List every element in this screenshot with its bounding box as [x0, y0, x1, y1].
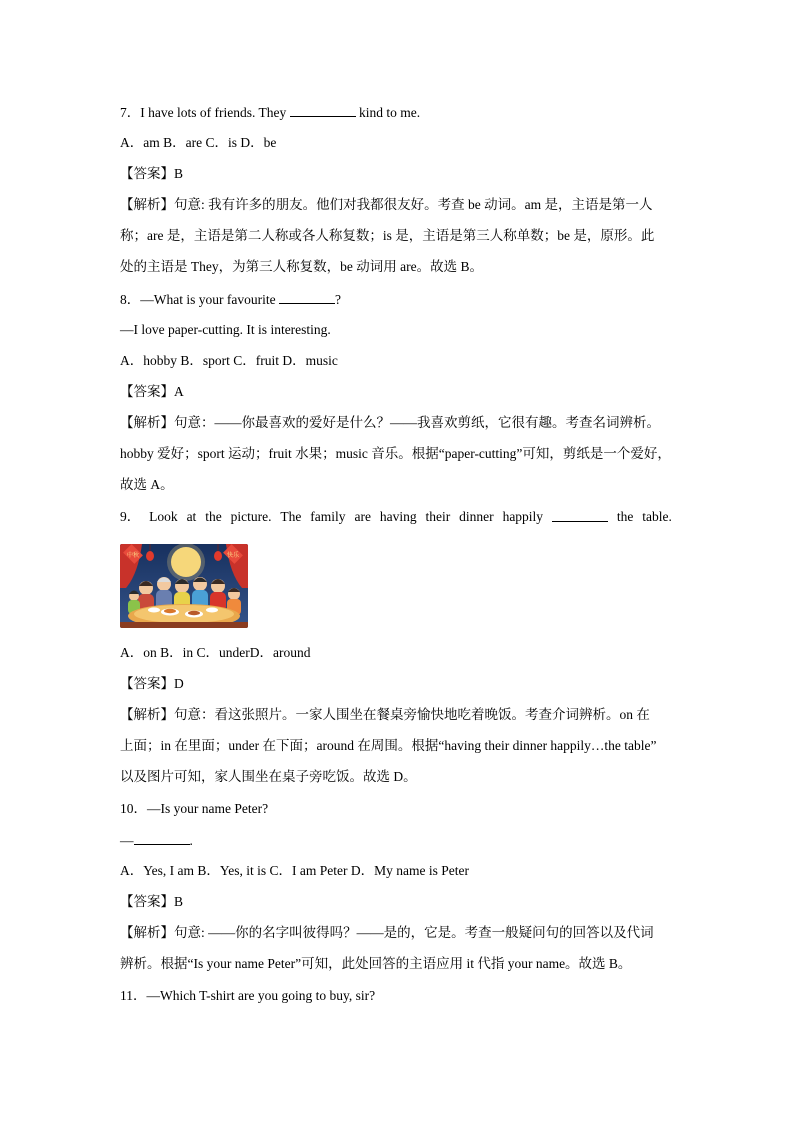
question-text-tail: kind to me. [358, 105, 421, 120]
question-text: 7．I have lots of friends. They [120, 105, 287, 120]
question-word: table. [642, 509, 672, 524]
question-8-reply: —I love paper-cutting. It is interesting. [120, 322, 331, 337]
question-10-options: A．Yes, I am B．Yes, it is C．I am Peter D．My name is Peter [120, 863, 469, 878]
question-word: Look [149, 509, 178, 524]
question-9-options: A．on B．in C．underD．around [120, 645, 311, 660]
question-word: dinner [459, 509, 494, 524]
question-word: family [310, 509, 346, 524]
question-8-analysis-line-1: 【解析】句意：——你最喜欢的爱好是什么？——我喜欢剪纸，它很有趣。考查名词辨析。 [120, 415, 660, 430]
question-10-reply [120, 830, 680, 851]
question-9-analysis-line-1: 【解析】句意：看这张照片。一家人围坐在餐桌旁愉快地吃着晚饭。考查介词辨析。on 在 [120, 707, 650, 722]
question-7-answer: 【答案】B [120, 166, 184, 181]
question-8-stem [120, 289, 680, 310]
question-7-analysis-line-1: 【解析】句意: 我有许多的朋友。他们对我都很友好。考查 be 动词。am 是，主语是第一人 [120, 197, 653, 212]
question-10-stem: 10．—Is your name Peter? [120, 801, 269, 816]
family-dinner-illustration [120, 544, 248, 628]
question-7-analysis-line-2: 称；are 是，主语是第二人称或各人称复数；is 是，主语是第三人称单数；be 是，原形。此 [120, 228, 655, 243]
question-9-answer: 【答案】D [120, 676, 184, 691]
question-word: The [280, 509, 302, 524]
question-9-analysis-line-3: 以及图片可知，家人围坐在桌子旁吃饭。故选 D。 [120, 769, 417, 784]
answer-blank [279, 289, 335, 304]
answer-blank [134, 830, 190, 845]
question-9-analysis-line-2: 上面；in 在里面；under 在下面；around 在周围。根据“having their dinner happily…the table” [120, 738, 657, 753]
question-10-analysis-line-1: 【解析】句意: ——你的名字叫彼得吗？——是的，它是。考查一般疑问句的回答以及代词 [120, 925, 654, 940]
question-10-analysis-line-2: 辨析。根据“Is your name Peter”可知，此处回答的主语应用 it 代指 your name。故选 B。 [120, 956, 632, 971]
question-10-answer: 【答案】B [120, 894, 184, 909]
question-8-analysis-line-2: hobby 爱好；sport 运动；fruit 水果；music 音乐。根据“paper-cutting”可知，剪纸是一个爱好， [120, 446, 671, 461]
question-word: are [354, 509, 371, 524]
question-text: 8．—What is your favourite [120, 292, 276, 307]
question-word: picture. [230, 509, 272, 524]
question-word: happily [502, 509, 544, 524]
dash: — [120, 833, 134, 848]
svg-text:快乐: 快乐 [226, 552, 240, 559]
question-word: having [379, 509, 417, 524]
question-8-answer: 【答案】A [120, 384, 184, 399]
period: . [189, 833, 193, 848]
question-text-tail: ? [334, 292, 341, 307]
svg-text:中秋: 中秋 [126, 552, 140, 559]
question-7-analysis-line-3: 处的主语是 They，为第三人称复数，be 动词用 are。故选 B。 [120, 259, 483, 274]
question-9-stem [120, 507, 672, 527]
answer-blank [552, 507, 608, 522]
question-11-stem: 11．—Which T-shirt are you going to buy, sir? [120, 988, 376, 1003]
question-8-options: A．hobby B．sport C．fruit D．music [120, 353, 338, 368]
question-word: their [425, 509, 451, 524]
question-7-stem [120, 102, 680, 123]
lantern-icon [214, 551, 222, 561]
lantern-icon [146, 551, 154, 561]
question-number: 9． [120, 509, 141, 524]
question-7-options: A．am B．are C．is D．be [120, 135, 277, 150]
question-word: the [205, 509, 222, 524]
question-word: the [616, 509, 634, 524]
question-word: at [186, 509, 197, 524]
question-8-analysis-line-3: 故选 A。 [120, 477, 174, 492]
family-dinner-picture [120, 544, 248, 628]
answer-blank [290, 102, 356, 117]
